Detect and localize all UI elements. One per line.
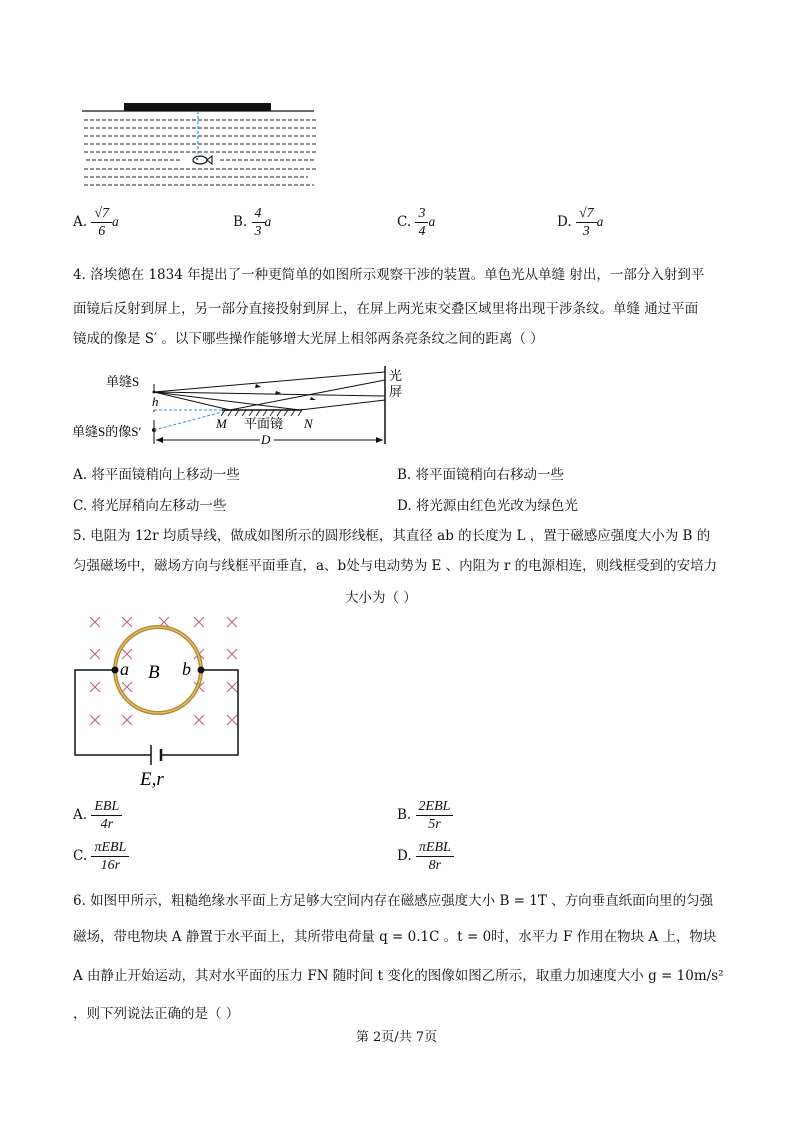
q4-stem-line-2: 面镜后反射到屏上，另一部分直接投射到屏上，在屏上两光束交叠区域里将出现干涉条纹。单缝 通过平面 [73, 301, 699, 317]
source-label: E,r [140, 769, 164, 790]
q3-option-d[interactable]: D. $\frac{√7}{3}$ a [557, 206, 604, 239]
m-label: M [216, 416, 227, 431]
lloyd-mirror-figure [70, 362, 415, 454]
q3-option-a-fraction: $\frac{√7}{6}$ [91, 205, 112, 240]
q4-option-b[interactable]: B. 将平面镜稍向右移动一些 [397, 467, 565, 483]
q5-option-c[interactable]: C. $\frac{\text{πEBL}}{16r}$ [73, 839, 129, 874]
q3-option-b[interactable]: B. $\frac{4}{3}$ a [233, 206, 272, 239]
q4-stem-line-3: 镜成的像是 S′ 。以下哪些操作能够增大光屏上相邻两条亮条纹之间的距离（ ） [73, 331, 544, 347]
q5-option-d[interactable]: D. $\frac{\text{πEBL}}{8r}$ [397, 839, 454, 874]
q3-option-a[interactable]: A. $\frac{√7}{6}$ a [73, 206, 119, 239]
q5-option-d-fraction: $\frac{\text{πEBL}}{8r}$ [416, 839, 454, 874]
mirror-label: 平面镜 [244, 416, 284, 431]
screen-label-2: 屏 [389, 384, 403, 399]
q5-option-b-fraction: $\frac{\text{2EBL}}{5r}$ [416, 798, 454, 833]
q5-stem-line-1: 5. 电阻为 12r 均质导线，做成如图所示的圆形线框，其直径 ab 的长度为 L ，置于磁感应强度大小为 B 的 [73, 528, 711, 544]
image-label: 单缝S的像S′ [72, 424, 142, 439]
d-label: D [261, 432, 271, 447]
q3-option-c[interactable]: C. $\frac{3}{4}$ a [397, 206, 436, 239]
q3-option-d-fraction: $\frac{√7}{3}$ [576, 205, 597, 240]
page-footer: 第 2页/共 7页 [355, 1030, 438, 1045]
water-fish-figure [78, 98, 323, 190]
q4-option-d[interactable]: D. 将光源由红色光改为绿色光 [397, 498, 578, 514]
q4-option-c[interactable]: C. 将光屏稍向左移动一些 [73, 498, 227, 514]
n-label: N [304, 416, 313, 431]
q5-option-b[interactable]: B. $\frac{\text{2EBL}}{5r}$ [397, 798, 453, 833]
q6-stem-line-3: A 由静止开始运动，其对水平面的压力 FN 随时间 t 变化的图像如图乙所示，取重力加速度大小 g = 10m/s² [73, 968, 724, 984]
q5-option-a[interactable]: A. $\frac{\text{EBL}}{4r}$ [73, 798, 122, 833]
slit-label: 单缝S [106, 374, 140, 389]
q5-option-a-fraction: $\frac{\text{EBL}}{4r}$ [91, 798, 122, 833]
q4-stem-line-1: 4. 洛埃德在 1834 年提出了一种更简单的如图所示观察干涉的装置。单色光从单缝 射出，一部分入射到平 [73, 267, 705, 283]
point-a-label: a [120, 659, 129, 679]
h-label: h [152, 394, 159, 409]
q3-option-c-fraction: $\frac{3}{4}$ [415, 205, 428, 240]
q3-option-b-fraction: $\frac{4}{3}$ [252, 205, 265, 240]
q6-stem-line-2: 磁场，带电物块 A 静置于水平面上，其所带电荷量 q = 0.1C 。t = 0时，水平力 F 作用在物块 A 上，物块 [73, 929, 717, 945]
point-b-label: b [182, 659, 191, 679]
q5-option-c-fraction: $\frac{\text{πEBL}}{16r}$ [91, 839, 129, 874]
fish-icon [193, 156, 212, 164]
screen-label-1: 光 [389, 368, 403, 383]
q6-stem-line-4: ，则下列说法正确的是（ ） [73, 1006, 240, 1022]
q5-stem-line-3: 大小为（ ） [345, 590, 417, 606]
ring-circuit-figure [72, 612, 242, 792]
field-b-label: B [148, 662, 160, 683]
q6-stem-line-1: 6. 如图甲所示，粗糙绝缘水平面上方足够大空间内存在磁感应强度大小 B = 1T 、方向垂直纸面向里的匀强 [73, 893, 714, 909]
q4-option-a[interactable]: A. 将平面镜稍向上移动一些 [73, 467, 240, 483]
q5-stem-line-2: 匀强磁场中，磁场方向与线框平面垂直，a、b处与电动势为 E 、内阻为 r 的电源相连，则线框受到的安培力 [73, 558, 718, 574]
